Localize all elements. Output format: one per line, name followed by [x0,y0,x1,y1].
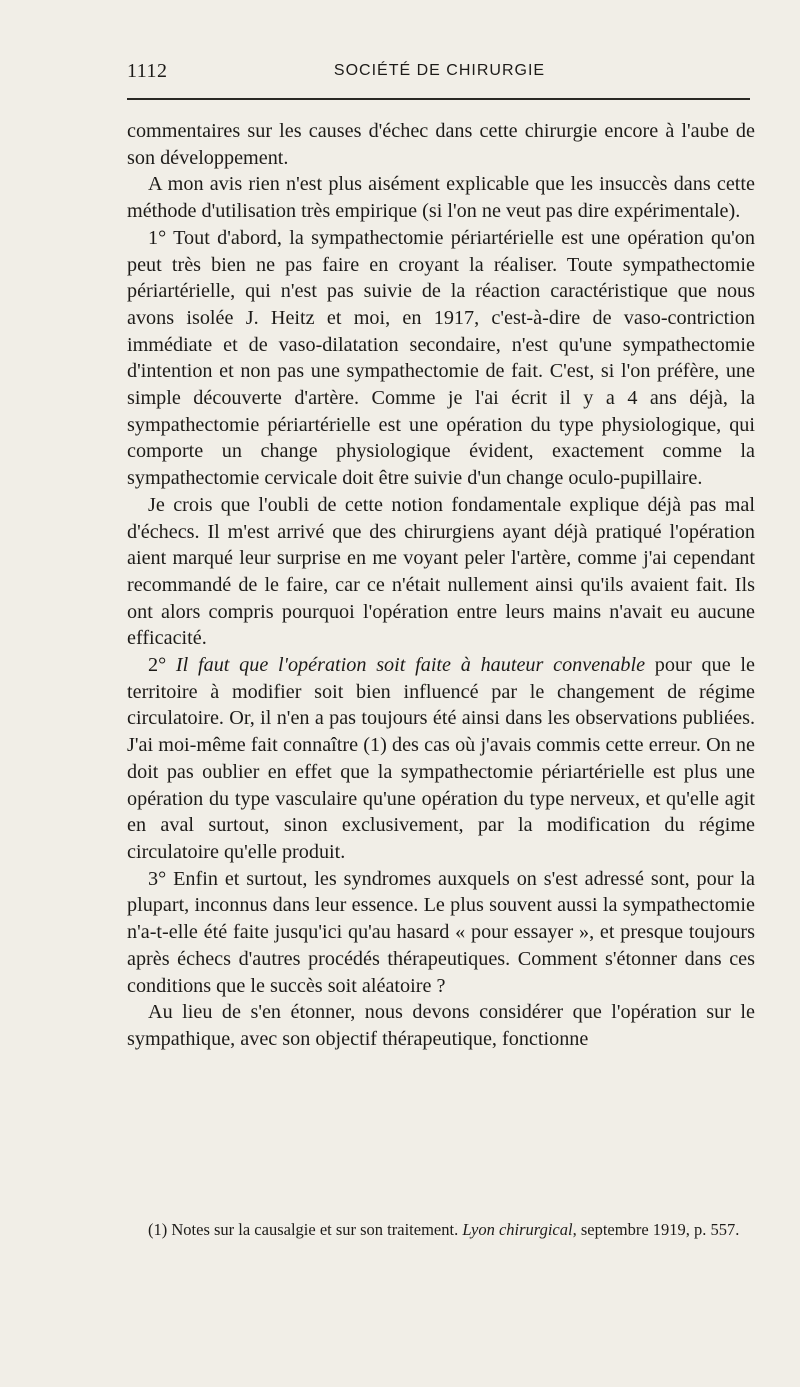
paragraph: 1° Tout d'abord, la sympathectomie périartérielle est une opération qu'on peut très bien ne pas faire en croyant la réaliser. Toute sympathectomie périartérielle, qui n'est pas suivie de la réaction caractéristique que nous avons isolée J. Heitz et moi, en 1917, c'est-à-dire de vaso-contriction immédiate et de vaso-dilatation secondaire, n'est qu'une sympathectomie d'intention et non pas une sympathectomie de fait. C'est, si l'on préfère, une simple découverte d'artère. Comme je l'ai écrit il y a 4 ans déjà, la sympathectomie périartérielle est une opération du type physiologique, qui comporte un change physiologique évident, exactement comme la sympathectomie cervicale doit être suivie d'un change oculo-pupillaire. [127,226,755,490]
paragraph [127,652,755,866]
italic-heading: Il faut que l'opération soit faite à hauteur convenable [175,654,646,677]
paragraph: Je crois que l'oubli de cette notion fondamentale explique déjà pas mal d'échecs. Il m'est arrivé que des chirurgiens ayant déjà pratiqué l'opération aient marqué leur surprise en me voyant peler l'artère, comme j'ai cependant recommandé de le faire, car ce n'était nullement ainsi qu'ils avaient fait. Ils ont alors compris pourquoi l'opération entre leurs mains n'avait eu aucune efficacité. [127,493,755,650]
paragraph-number: 2° [148,654,176,677]
footnote-text: (1) Notes sur la causalgie et sur son traitement. [148,1220,463,1239]
body-text [127,118,755,1053]
page-number: 1112 [127,60,168,82]
journal-title: SOCIÉTÉ DE CHIRURGIE [333,62,546,79]
footnote [127,1218,755,1242]
paragraph: 3° Enfin et surtout, les syndromes auxquels on s'est adressé sont, pour la plupart, inconnus dans leur essence. Le plus souvent aussi la sympathectomie n'a-t-elle été faite jusqu'ici qu'au hasard « pour essayer », et presque toujours après échecs d'autres procédés thérapeutiques. Comment s'étonner dans ces conditions que le succès soit aléatoire ? [127,867,755,997]
paragraph-text: pour que le territoire à modifier soit bien influencé par le changement de régime circulatoire. Or, il n'en a pas toujours été ainsi dans les observations publiées. J'ai moi-même fait connaître (1) des cas où j'avais commis cette erreur. On ne doit pas oublier en effet que la sympathectomie périartérielle est plus une opération du type vasculaire qu'une opération du type nerveux, et qu'elle agit en aval surtout, sinon exclusivement, par la modification du régime circulatoire qu'elle produit. [127,654,755,863]
running-head [127,58,752,86]
paragraph: Au lieu de s'en étonner, nous devons considérer que l'opération sur le sympathique, avec son objectif thérapeutique, fonctionne [127,1001,755,1050]
footnote-citation: , septembre 1919, p. 557. [572,1220,740,1239]
footnote-journal: Lyon chirurgical [462,1220,573,1239]
paragraph: A mon avis rien n'est plus aisément explicable que les insuccès dans cette méthode d'utilisation très empirique (si l'on ne veut pas dire expérimentale). [127,173,755,223]
header-rule [127,98,750,100]
paragraph: commentaires sur les causes d'échec dans cette chirurgie encore à l'aube de son développement. [127,120,755,169]
